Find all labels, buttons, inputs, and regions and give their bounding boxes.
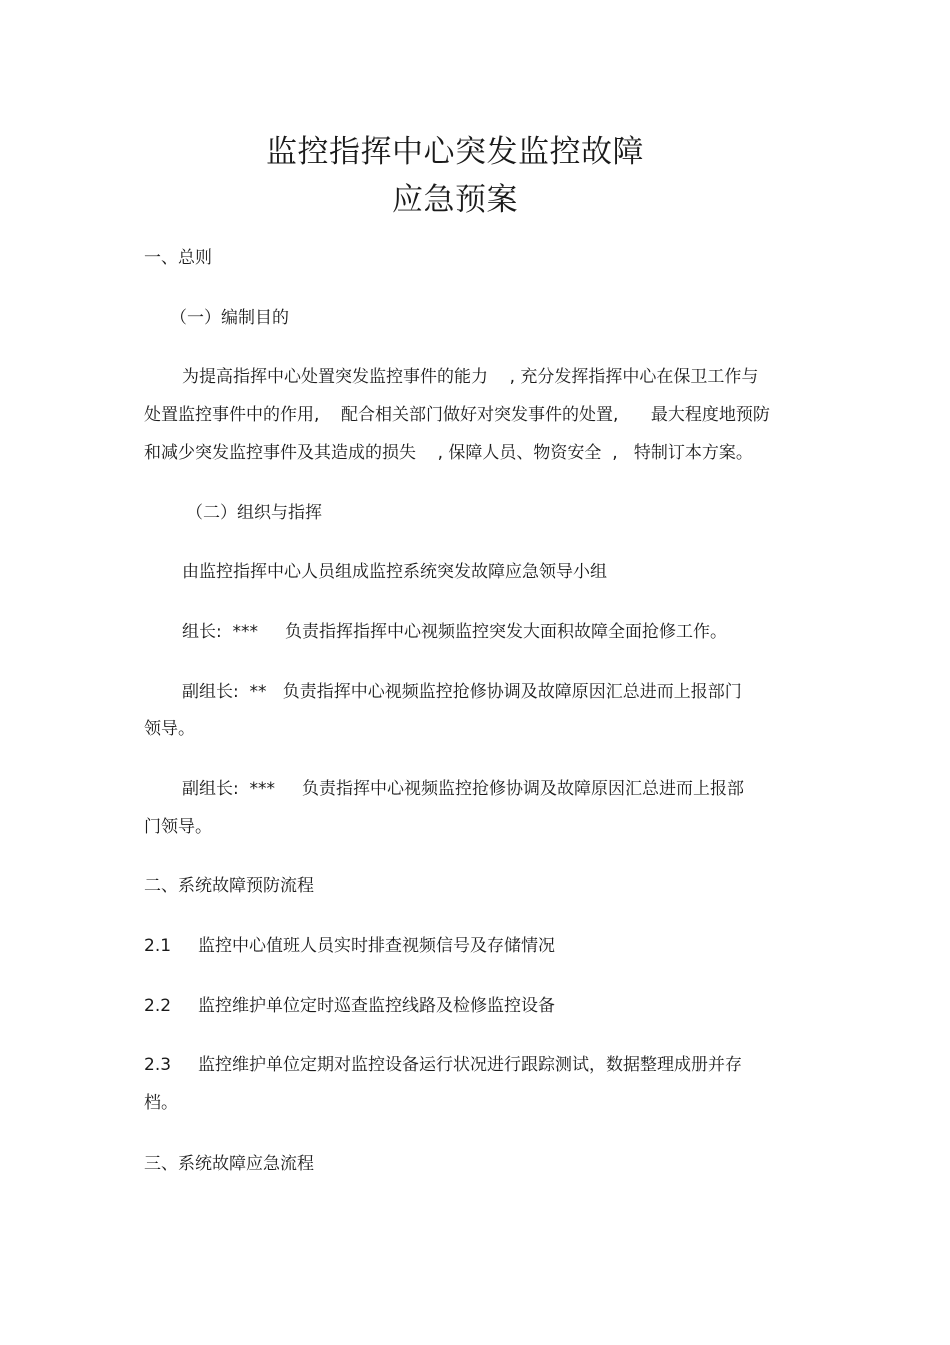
leader-line: 组长: *** 负责指挥指挥中心视频监控突发大面积故障全面抢修工作。 xyxy=(182,622,728,642)
item-2-3-line-2: 档。 xyxy=(144,1093,178,1113)
purpose-paragraph-line-2: 处置监控事件中的作用, 配合相关部门做好对突发事件的处置, 最大程度地预防 xyxy=(144,405,770,425)
item-2-3-line-1: 2.3 监控维护单位定期对监控设备运行状况进行跟踪测试，数据整理成册并存 xyxy=(144,1055,743,1075)
deputy-2-line-1: 副组长: *** 负责指挥中心视频监控抢修协调及故障原因汇总进而上报部 xyxy=(182,779,745,799)
subsection-2-heading: （二）组织与指挥 xyxy=(186,503,322,523)
purpose-paragraph-line-3: 和减少突发监控事件及其造成的损失 , 保障人员、物资安全 , 特制订本方案。 xyxy=(144,443,753,463)
section-3-heading: 三、系统故障应急流程 xyxy=(144,1154,314,1174)
document-title-line-1: 监控指挥中心突发监控故障 xyxy=(266,134,644,170)
item-2-1: 2.1 监控中心值班人员实时排查视频信号及存储情况 xyxy=(144,936,556,956)
subsection-1-heading: （一）编制目的 xyxy=(170,308,289,328)
section-1-heading: 一、总则 xyxy=(144,248,212,268)
item-2-2: 2.2 监控维护单位定时巡查监控线路及检修监控设备 xyxy=(144,996,556,1016)
section-2-heading: 二、系统故障预防流程 xyxy=(144,876,314,896)
document-title-line-2: 应急预案 xyxy=(392,182,518,218)
organization-intro: 由监控指挥中心人员组成监控系统突发故障应急领导小组 xyxy=(182,562,607,582)
deputy-1-line-1: 副组长: ** 负责指挥中心视频监控抢修协调及故障原因汇总进而上报部门 xyxy=(182,682,742,702)
purpose-paragraph-line-1: 为提高指挥中心处置突发监控事件的能力 , 充分发挥指挥中心在保卫工作与 xyxy=(182,367,759,387)
deputy-1-line-2: 领导。 xyxy=(144,719,195,739)
deputy-2-line-2: 门领导。 xyxy=(144,817,212,837)
